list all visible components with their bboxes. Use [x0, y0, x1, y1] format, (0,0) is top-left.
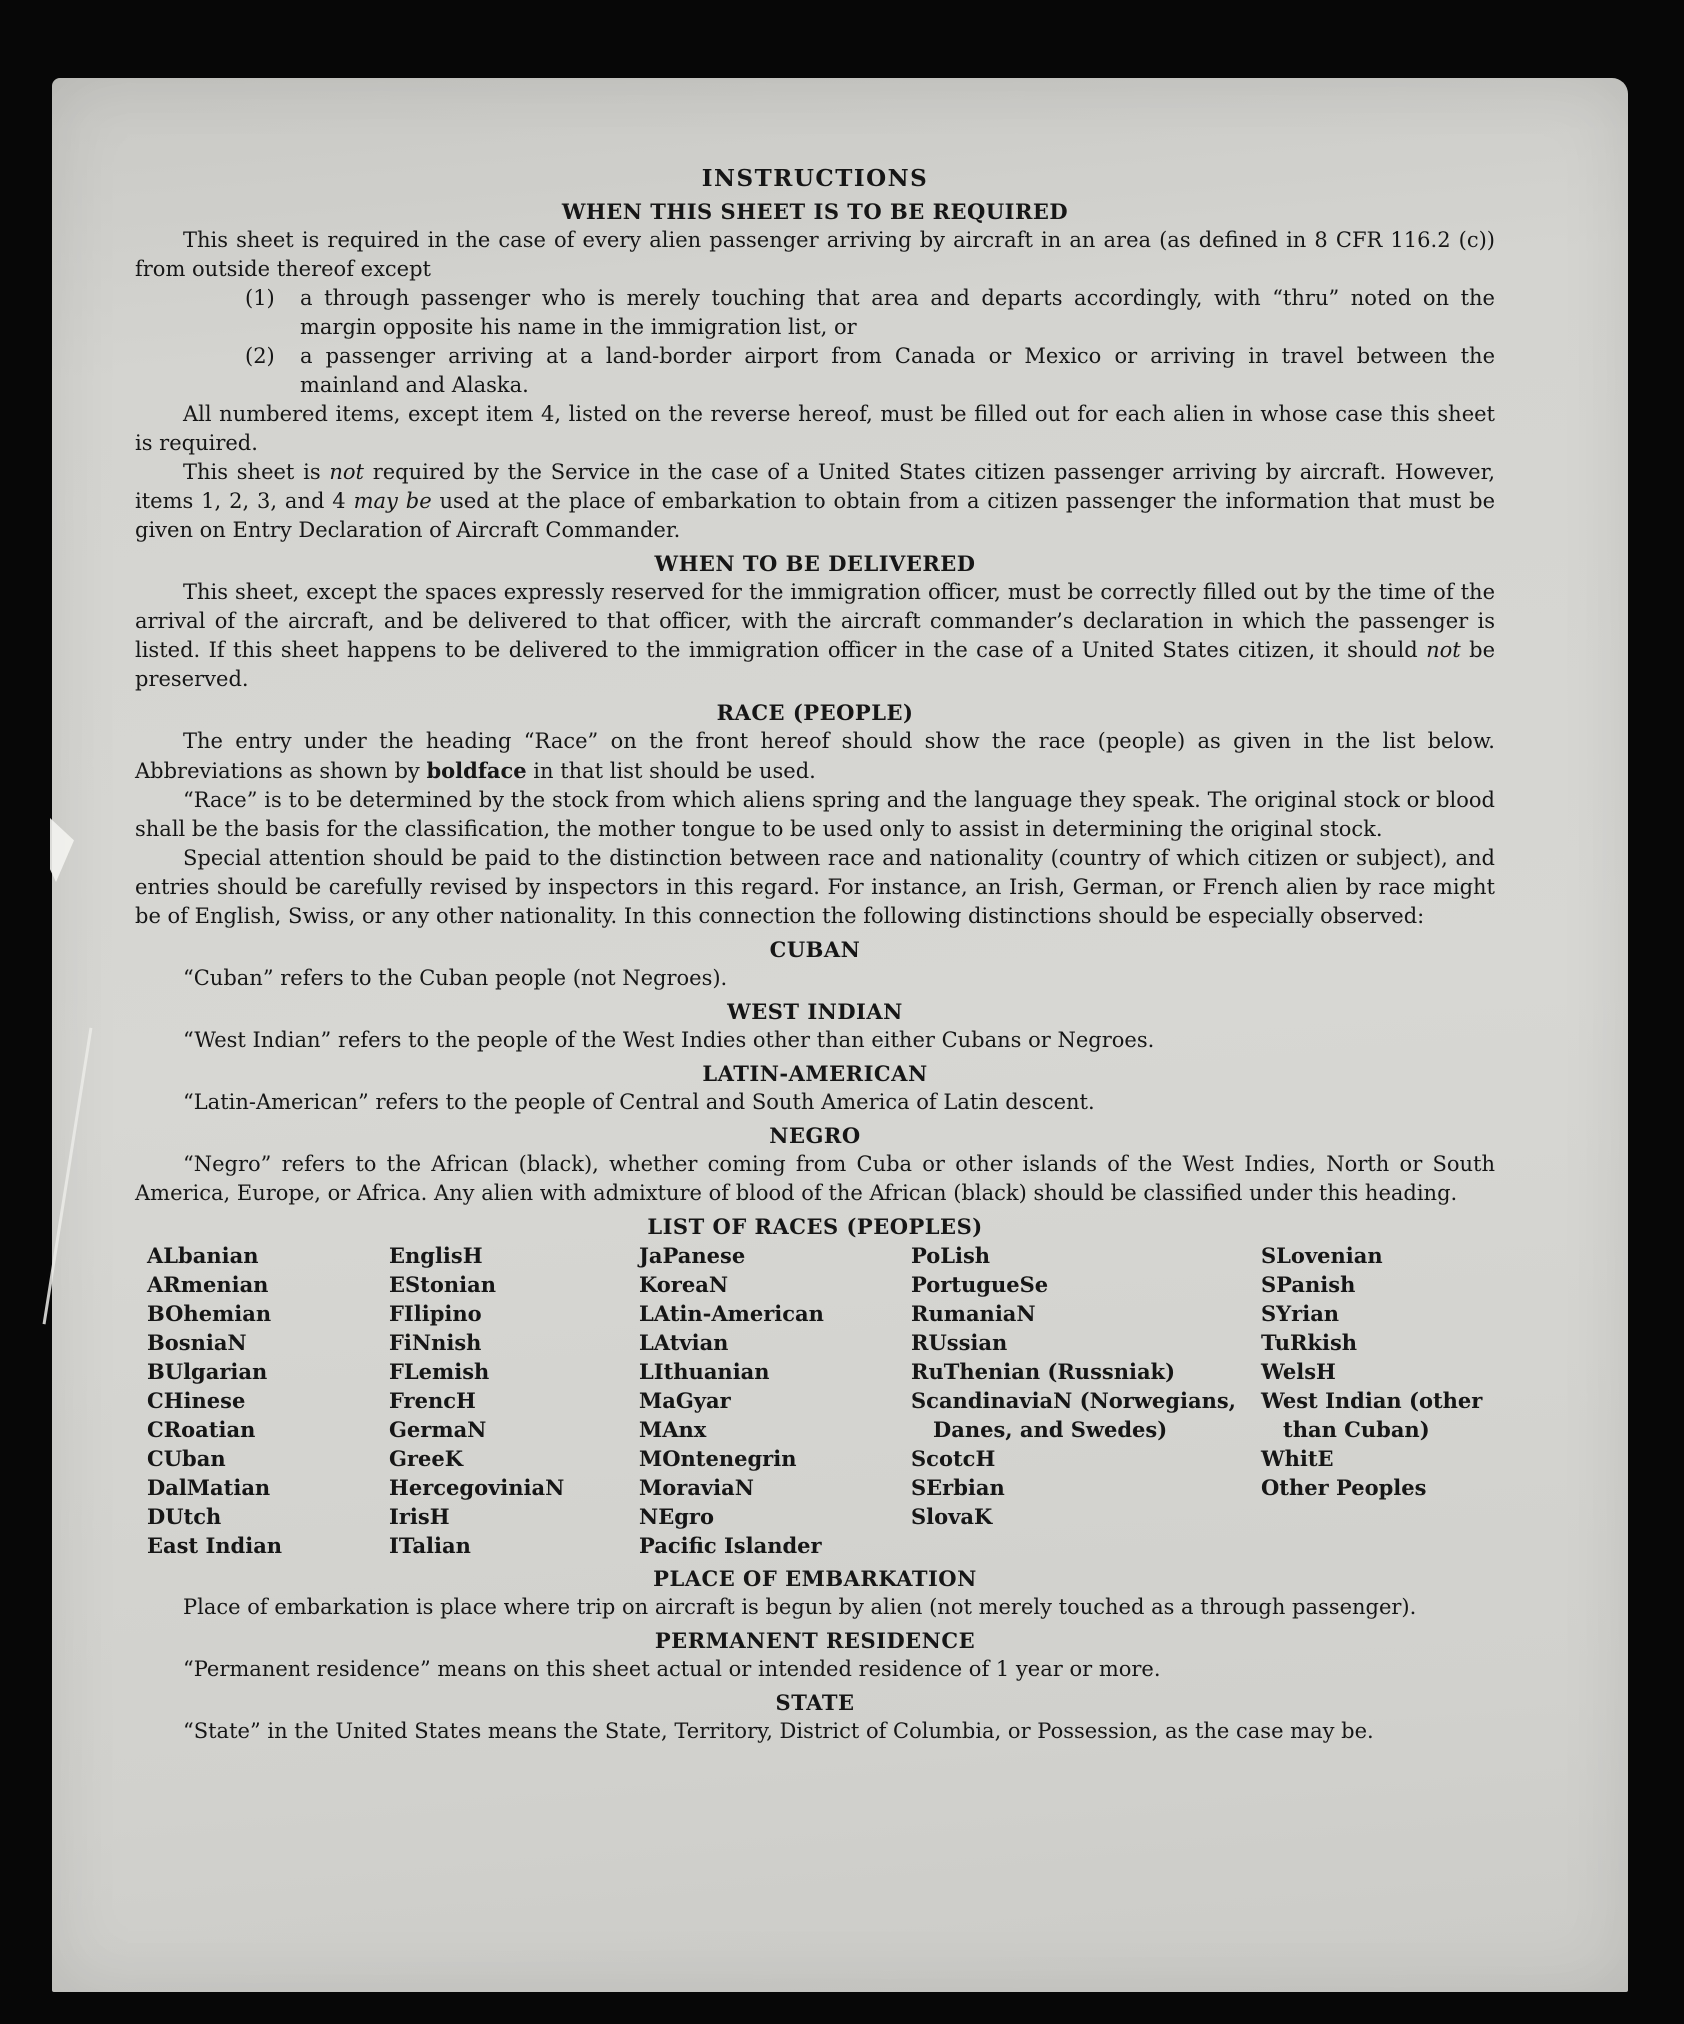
race-item: IrisH — [389, 1504, 450, 1529]
paragraph-embarkation: Place of embarkation is place where trip on aircraft is begun by alien (not merely touched as a through passenger). — [183, 1595, 1417, 1619]
section-heading-when-delivered: WHEN TO BE DELIVERED — [654, 551, 976, 576]
race-item: ALbanian — [147, 1243, 259, 1268]
text-segment: The entry under the heading “Race” on the front hereof should show the race (people) as given in the list below. Abbreviations as shown by — [135, 729, 1495, 783]
race-item: GreeK — [389, 1446, 463, 1471]
paragraph-cuban: “Cuban” refers to the Cuban people (not Negroes). — [183, 966, 728, 990]
paragraph-west-indian: “West Indian” refers to the people of the West Indies other than either Cubans or Negroes. — [183, 1028, 1155, 1052]
text-segment: used at the place of embarkation to obtain from a citizen passenger the information that must be given on Entry Declaration of Aircraft Commander. — [135, 489, 1495, 542]
italic-text: may be — [353, 489, 432, 513]
paragraph-state: “State” in the United States means the State, Territory, District of Columbia, or Possession, as the case may be. — [183, 1719, 1374, 1743]
section-heading-residence: PERMANENT RESIDENCE — [654, 1628, 976, 1653]
race-item: BOhemian — [147, 1301, 272, 1326]
race-item: East Indian — [147, 1533, 283, 1558]
race-item: SPanish — [1261, 1272, 1356, 1297]
item-number: (2) — [245, 344, 275, 368]
paragraph-required-intro: This sheet is required in the case of every alien passenger arriving by aircraft in an area (as defined in 8 CFR 116.2 (c)) from outside thereof except — [135, 228, 1495, 281]
race-column — [389, 1241, 639, 1560]
text-segment: This sheet, except the spaces expressly reserved for the immigration officer, must be correctly filled out by the time of the arrival of the aircraft, and be delivered to that officer, with the aircraft commander’s declaration in which the passenger is listed. If this sheet happens to be delivered to the immigration officer in the case of a United States citizen, it should — [135, 580, 1495, 662]
race-item: DalMatian — [147, 1475, 271, 1500]
race-item: ARmenian — [147, 1272, 269, 1297]
text-segment: in that list should be used. — [526, 759, 816, 783]
race-item: MAnx — [639, 1417, 707, 1442]
race-item: LAtvian — [639, 1330, 729, 1355]
paragraph-latin-american: “Latin-American” refers to the people of Central and South America of Latin descent. — [183, 1090, 1095, 1114]
paper-tear — [50, 818, 74, 882]
race-item: CHinese — [147, 1388, 246, 1413]
race-item: RUssian — [911, 1330, 1008, 1355]
race-item: DUtch — [147, 1504, 222, 1529]
paragraph-residence: “Permanent residence” means on this sheet actual or intended residence of 1 year or more. — [183, 1657, 1161, 1681]
race-item: EStonian — [389, 1272, 496, 1297]
text-segment: required by the Service in the case of a United States citizen passenger arriving by aircraft. However, items 1, 2, 3, and 4 — [135, 460, 1496, 513]
section-heading-when-required: WHEN THIS SHEET IS TO BE REQUIRED — [561, 199, 1069, 224]
italic-text: not — [329, 460, 364, 484]
paper-fold-line — [43, 1028, 93, 1325]
race-item: CUban — [147, 1446, 226, 1471]
race-columns — [147, 1241, 1495, 1560]
race-item: GermaN — [389, 1417, 487, 1442]
race-item: ScandinaviaN (Norwegians, Danes, and Swedes) — [911, 1388, 1236, 1442]
race-item: RumaniaN — [911, 1301, 1036, 1326]
race-item: JaPanese — [639, 1243, 746, 1268]
paragraph-race-3: Special attention should be paid to the distinction between race and nationality (country of which citizen or subject), and entries should be carefully revised by inspectors in this regard. For instance, an Irish, German, or French alien by race might be of English, Swiss, or any other nationality. In this connection the following distinctions should be especially observed: — [135, 846, 1495, 928]
race-item: PoLish — [911, 1243, 991, 1268]
race-item: Pacific Islander — [639, 1533, 822, 1558]
section-heading-races-list: LIST OF RACES (PEOPLES) — [647, 1214, 983, 1239]
bold-text: boldface — [426, 758, 527, 783]
race-item: BUlgarian — [147, 1359, 268, 1384]
race-item: RuThenian (Russniak) — [911, 1359, 1176, 1384]
race-column — [639, 1241, 911, 1560]
race-item: LIthuanian — [639, 1359, 770, 1384]
race-item: FIlipino — [389, 1301, 482, 1326]
race-item: EnglisH — [389, 1243, 483, 1268]
race-item: PortugueSe — [911, 1272, 1049, 1297]
section-heading-cuban: CUBAN — [769, 937, 861, 962]
race-item: WhitE — [1261, 1446, 1334, 1471]
text-segment: be preserved. — [135, 638, 1496, 691]
race-item: ScotcH — [911, 1446, 996, 1471]
italic-text: not — [1426, 638, 1461, 662]
race-item: MaGyar — [639, 1388, 731, 1413]
race-item: NEgro — [639, 1504, 714, 1529]
race-item: FrencH — [389, 1388, 476, 1413]
race-item: MoraviaN — [639, 1475, 754, 1500]
race-item: Other Peoples — [1261, 1475, 1427, 1500]
race-item: TuRkish — [1261, 1330, 1358, 1355]
page-title: INSTRUCTIONS — [701, 165, 929, 192]
race-item: SYrian — [1261, 1301, 1340, 1326]
paragraph-race-1 — [135, 727, 1495, 786]
text-segment: This sheet is — [183, 460, 330, 484]
section-heading-race: RACE (PEOPLE) — [716, 700, 914, 725]
race-item: FLemish — [389, 1359, 490, 1384]
paragraph-race-2: “Race” is to be determined by the stock from which aliens spring and the language they speak. The original stock or blood shall be the basis for the classification, the mother tongue to be used only to assist in determining the original stock. — [135, 788, 1495, 841]
race-column — [147, 1241, 389, 1560]
paragraph-delivered — [135, 578, 1495, 694]
section-heading-west-indian: WEST INDIAN — [727, 999, 903, 1024]
race-item: KoreaN — [639, 1272, 729, 1297]
race-item: SErbian — [911, 1475, 1005, 1500]
section-heading-state: STATE — [775, 1690, 855, 1715]
race-item: WelsH — [1261, 1359, 1336, 1384]
item-number: (1) — [245, 286, 275, 310]
paragraph-all-items: All numbered items, except item 4, listed on the reverse hereof, must be filled out for each alien in whose case this sheet is required. — [135, 402, 1495, 455]
race-item: FiNnish — [389, 1330, 482, 1355]
item-text: a through passenger who is merely touching that area and departs accordingly, with “thru” noted on the margin opposite his name in the immigration list, or — [300, 286, 1495, 339]
race-item: BosniaN — [147, 1330, 247, 1355]
numbered-item-2 — [245, 342, 1495, 400]
race-column — [911, 1241, 1261, 1560]
paragraph-negro: “Negro” refers to the African (black), whether coming from Cuba or other islands of the West Indies, North or South America, Europe, or Africa. Any alien with admixture of blood of the African (black) should be classified under this heading. — [135, 1152, 1495, 1205]
race-item: SLovenian — [1261, 1243, 1383, 1268]
paragraph-not-required — [135, 458, 1495, 545]
section-heading-negro: NEGRO — [769, 1123, 861, 1148]
race-item: MOntenegrin — [639, 1446, 797, 1471]
race-item: SlovaK — [911, 1504, 993, 1529]
item-text: a passenger arriving at a land-border airport from Canada or Mexico or arriving in travel between the mainland and Alaska. — [300, 344, 1495, 397]
race-column — [1261, 1241, 1507, 1560]
race-item: CRoatian — [147, 1417, 256, 1442]
race-item: HercegoviniaN — [389, 1475, 565, 1500]
race-item: ITalian — [389, 1533, 471, 1558]
numbered-item-1 — [245, 284, 1495, 342]
page-content — [135, 164, 1495, 1746]
section-heading-latin-american: LATIN-AMERICAN — [702, 1061, 928, 1086]
race-item: West Indian (other than Cuban) — [1261, 1388, 1483, 1442]
race-item: LAtin-American — [639, 1301, 824, 1326]
section-heading-embarkation: PLACE OF EMBARKATION — [653, 1566, 977, 1591]
scanned-page — [52, 78, 1628, 1992]
